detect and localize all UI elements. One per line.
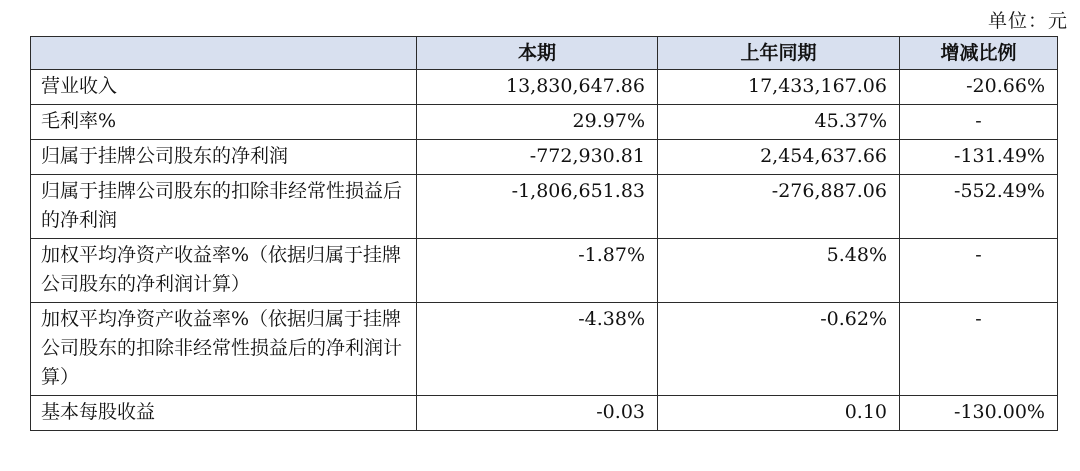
row-label: 归属于挂牌公司股东的净利润 (31, 140, 417, 175)
table-row (31, 239, 1058, 303)
table-row (31, 140, 1058, 175)
financial-summary-table (30, 36, 1058, 431)
current-value: -1.87% (417, 239, 658, 303)
current-value: -4.38% (417, 303, 658, 396)
change-value: -131.49% (900, 140, 1058, 175)
prior-value: 45.37% (658, 105, 900, 140)
change-value: -20.66% (900, 70, 1058, 105)
header-current-period: 本期 (417, 37, 658, 70)
table-row (31, 105, 1058, 140)
row-label: 加权平均净资产收益率%（依据归属于挂牌公司股东的扣除非经常性损益后的净利润计算） (31, 303, 417, 396)
prior-value: 5.48% (658, 239, 900, 303)
prior-value: -0.62% (658, 303, 900, 396)
row-label: 基本每股收益 (31, 396, 417, 431)
table-row (31, 303, 1058, 396)
change-value: - (900, 105, 1058, 140)
change-value: - (900, 239, 1058, 303)
unit-label: 单位：元 (987, 10, 1068, 32)
header-prior-period: 上年同期 (658, 37, 900, 70)
header-change-ratio: 增减比例 (900, 37, 1058, 70)
row-label: 加权平均净资产收益率%（依据归属于挂牌公司股东的净利润计算） (31, 239, 417, 303)
change-value: -552.49% (900, 175, 1058, 239)
current-value: -1,806,651.83 (417, 175, 658, 239)
row-label: 毛利率% (31, 105, 417, 140)
table-row (31, 70, 1058, 105)
table-header-row (31, 37, 1058, 70)
current-value: -0.03 (417, 396, 658, 431)
current-value: 29.97% (417, 105, 658, 140)
row-label: 归属于挂牌公司股东的扣除非经常性损益后的净利润 (31, 175, 417, 239)
current-value: -772,930.81 (417, 140, 658, 175)
prior-value: 0.10 (658, 396, 900, 431)
change-value: -130.00% (900, 396, 1058, 431)
prior-value: -276,887.06 (658, 175, 900, 239)
table-row (31, 396, 1058, 431)
current-value: 13,830,647.86 (417, 70, 658, 105)
change-value: - (900, 303, 1058, 396)
prior-value: 2,454,637.66 (658, 140, 900, 175)
table-row (31, 175, 1058, 239)
header-item (31, 37, 417, 70)
prior-value: 17,433,167.06 (658, 70, 900, 105)
row-label: 营业收入 (31, 70, 417, 105)
